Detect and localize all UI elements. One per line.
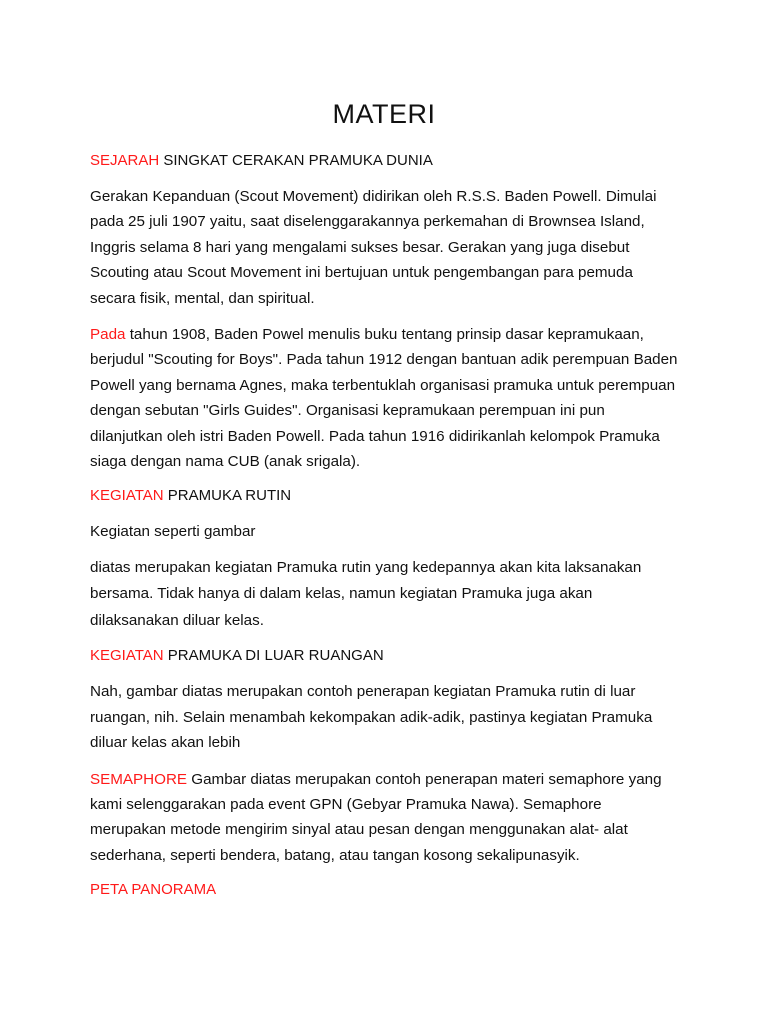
page-title: MATERI (332, 99, 436, 129)
section-heading-peta-panorama (90, 879, 680, 901)
paragraph-kegiatan-rutin: diatas merupakan kegiatan Pramuka rutin yang kedepannya akan kita laksanakan bersama. Tidak hanya di dalam kelas, namun kegiatan Pramuka juga akan dilaksanakan diluar kelas. (90, 558, 642, 629)
section-heading-sejarah (90, 150, 680, 172)
heading-keyword: KEGIATAN (90, 647, 164, 665)
heading-text: PRAMUKA RUTIN (163, 487, 292, 505)
paragraph-gerakan-kepanduan: Gerakan Kepanduan (Scout Movement) didirikan oleh R.S.S. Baden Powell. Dimulai pada 25 juli 1907 yaitu, saat diselenggarakannya perkemahan di Brownsea Island, Inggris selama 8 hari yang mengalami sukses besar. Gerakan yang juga disebut Scouting atau Scout Movement ini bertujuan untuk pengembangan para pemuda secara fisik, mental, dan spiritual. (90, 188, 657, 307)
document-body (90, 150, 680, 913)
heading-keyword: SEJARAH (90, 152, 160, 169)
paragraph-text: tahun 1908, Baden Powel menulis buku tentang prinsip dasar kepramukaan, berjudul "Scouting for Boys". Pada tahun 1912 dengan bantuan adik perempuan Baden Powell yang bernama Agnes, maka terbentuklah organisasi pramuka untuk perempuan dengan sebutan "Girls Guides". Organisasi kepramukaan perempuan ini pun dilanjutkan oleh istri Baden Powell. Pada tahun 1916 didirikanlah kelompok Pramuka siaga dengan nama CUB (anak srigala). (90, 326, 678, 471)
paragraph-semaphore (90, 767, 680, 869)
heading-text: PRAMUKA DI LUAR RUANGAN (163, 647, 384, 665)
paragraph-kegiatan-seperti-gambar: Kegiatan seperti gambar (90, 523, 256, 541)
heading-keyword: KEGIATAN (90, 487, 164, 505)
section-heading-kegiatan-luar-ruangan (90, 645, 680, 667)
paragraph-pada-tahun-1908 (90, 322, 680, 474)
paragraph-text: Gambar diatas merupakan contoh penerapan materi semaphore yang kami selenggarakan pada event GPN (Gebyar Pramuka Nawa). Semaphore merupakan metode mengirim sinyal atau pesan dengan menggunakan alat- alat sederhana, seperti bendera, batang, atau tangan kosong sekalipunasyik. (90, 770, 662, 864)
paragraph-kegiatan-luar-ruangan: Nah, gambar diatas merupakan contoh penerapan kegiatan Pramuka rutin di luar ruangan, nih. Selain menambah kekompakan adik-adik, pastinya kegiatan Pramuka diluar kelas akan lebih (90, 683, 653, 752)
section-heading-kegiatan-rutin (90, 485, 680, 507)
paragraph-keyword: Pada (90, 326, 126, 344)
heading-text: SINGKAT CERAKAN PRAMUKA DUNIA (159, 152, 433, 169)
heading-keyword: PETA PANORAMA (90, 881, 217, 899)
paragraph-keyword: SEMAPHORE (90, 770, 188, 788)
